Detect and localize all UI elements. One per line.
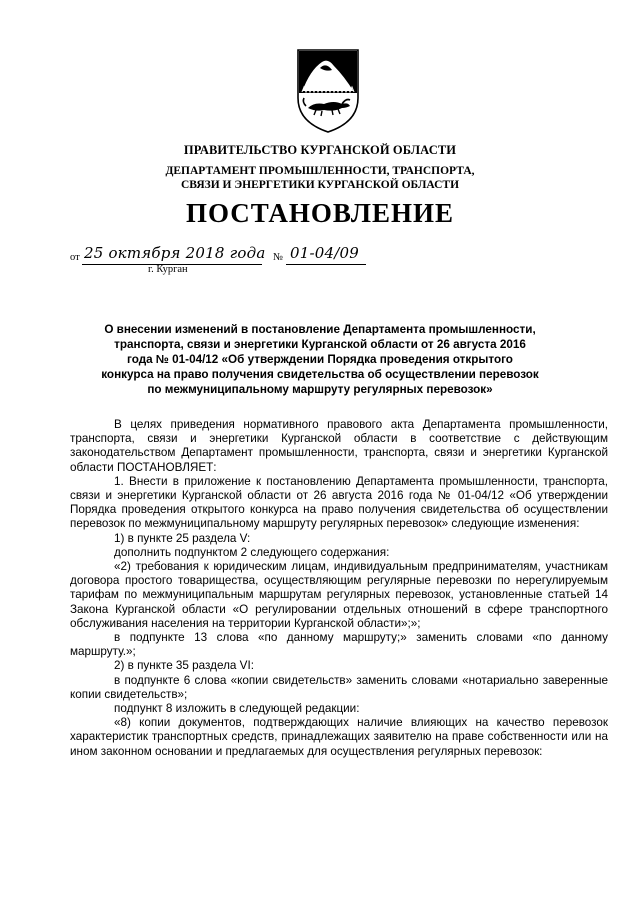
paragraph-quote-8: «8) копии документов, подтверждающих наличие влияющих на качество перевозок характеристик транспортных средств, принадлежащих заявителю на праве собственности или на ином законном основании и предлагаемых для осуществления регулярных перевозок:	[70, 716, 608, 758]
date-from-label: от	[70, 252, 80, 263]
handwritten-date: 25 октября 2018 года	[84, 244, 266, 262]
date-number-line	[70, 244, 390, 270]
paragraph-sub-13: в подпункте 13 слова «по данному маршруту;» заменить словами «по данному маршруту.»;	[70, 631, 608, 659]
department-title: ДЕПАРТАМЕНТ ПРОМЫШЛЕННОСТИ, ТРАНСПОРТА, СВЯЗИ И ЭНЕРГЕТИКИ КУРГАНСКОЙ ОБЛАСТИ	[165, 165, 475, 191]
number-label: №	[273, 252, 284, 263]
government-title: ПРАВИТЕЛЬСТВО КУРГАНСКОЙ ОБЛАСТИ	[183, 143, 457, 157]
document-subject: О внесении изменений в постановление Департамента промышленности, транспорта, связи и энергетики Курганской области от 26 августа 2016 года № 01-04/12 «Об утверждении Порядка проведения открытого конкурса на право получения свидетельства об осуществлении перевозок по межмуниципальному маршруту регулярных перевозок»	[101, 323, 539, 396]
paragraph-supplement: дополнить подпунктом 2 следующего содержания:	[114, 545, 390, 559]
preamble-paragraph: В целях приведения нормативного правового акта Департамента промышленности, транспорта, связи и энергетики Курганской области в соответствие с действующим законодательством Департамент промышленности, транспорта, связи и энергетики Курганской области ПОСТАНОВЛЯЕТ:	[70, 418, 608, 474]
paragraph-sub-1: 1) в пункте 25 раздела V:	[114, 531, 251, 545]
paragraph-item-1: 1. Внести в приложение к постановлению Департамента промышленности, транспорта, связи и энергетики Курганской области от 26 августа 2016 года № 01-04/12 «Об утверждении Порядка проведения открытого конкурса на право получения свидетельства об осуществлении перевозок по межмуниципальному маршруту регулярных перевозок» следующие изменения:	[70, 474, 608, 531]
coat-of-arms-icon	[296, 48, 360, 134]
paragraph-quote-2: «2) требования к юридическим лицам, индивидуальным предпринимателям, участникам договора простого товарищества, осуществляющим регулярные перевозки по нерегулируемым тарифам по межмуниципальным маршрутам регулярных перевозок, установленные статьей 14 Закона Курганской области «О регулировании отдельных отношений в сфере транспортного обслуживания населения на территории Курганской области»;»;	[70, 560, 608, 630]
number-underline	[286, 264, 366, 265]
paragraph-sub-6: в подпункте 6 слова «копии свидетельств» заменить словами «нотариально заверенные копии свидетельств»;	[70, 673, 608, 701]
paragraph-sub-8: подпункт 8 изложить в следующей редакции:	[114, 702, 360, 716]
handwritten-number: 01-04/09	[290, 244, 359, 262]
paragraph-sub-2: 2) в пункте 35 раздела VI:	[114, 659, 254, 673]
city-label: г. Курган	[148, 264, 188, 275]
document-body	[70, 418, 608, 759]
document-type-title: ПОСТАНОВЛЕНИЕ	[185, 198, 455, 228]
